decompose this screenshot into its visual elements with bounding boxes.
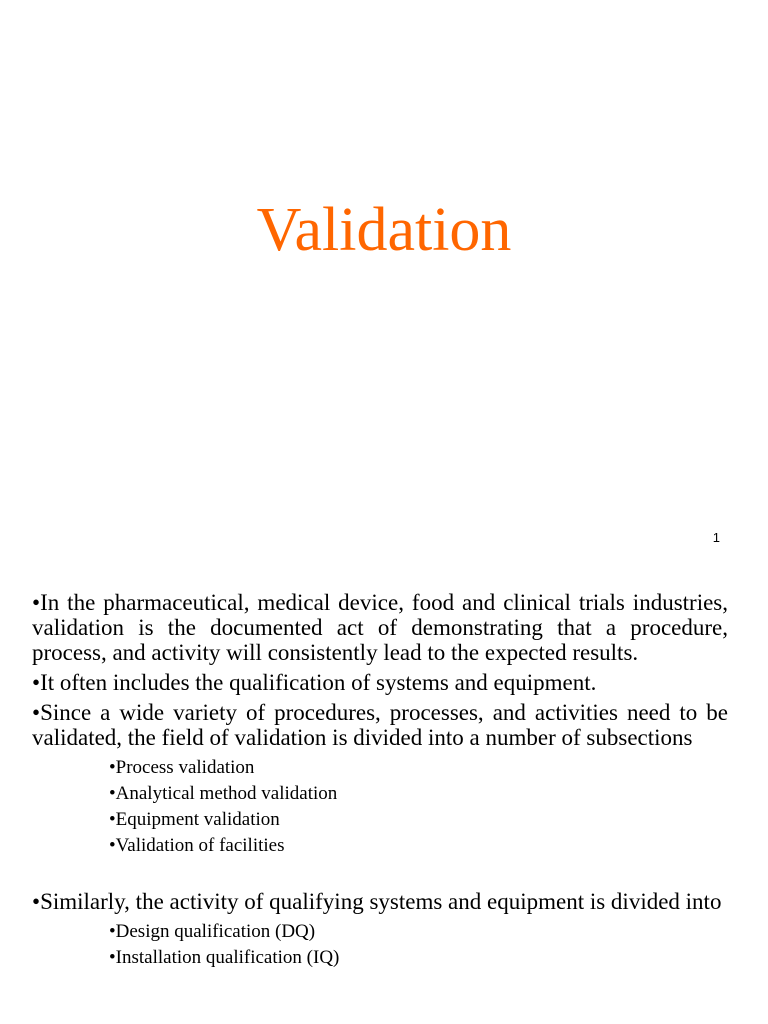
bullet-paragraph <box>32 889 728 914</box>
bullet-glyph: • <box>109 783 116 804</box>
slide-body <box>32 590 728 971</box>
qualification-subsection-list <box>109 919 728 971</box>
slide-title: Validation <box>256 196 512 264</box>
bullet-glyph: • <box>109 921 116 942</box>
list-item-text: Design qualification (DQ) <box>115 921 316 942</box>
list-item-text: Validation of facilities <box>115 835 285 856</box>
bullet-glyph: • <box>109 947 116 968</box>
bullet-glyph: • <box>32 590 41 615</box>
list-item <box>109 919 728 945</box>
paragraph-text: It often includes the qualification of systems and equipment. <box>40 670 597 695</box>
paragraph-text: In the pharmaceutical, medical device, food and clinical trials industries, validation is the documented act of demonstrating that a procedure, process, and activity will consistently lead to the expected results. <box>32 590 728 665</box>
bullet-glyph: • <box>109 809 116 830</box>
bullet-glyph: • <box>32 700 41 725</box>
paragraph-text: Similarly, the activity of qualifying systems and equipment is divided into <box>40 889 722 914</box>
list-item <box>109 755 728 781</box>
list-item <box>109 781 728 807</box>
paragraph-text: Since a wide variety of procedures, processes, and activities need to be validated, the field of validation is divided into a number of subsections <box>32 700 728 750</box>
bullet-paragraph <box>32 590 728 665</box>
bullet-paragraph <box>32 670 728 695</box>
list-item <box>109 807 728 833</box>
bullet-glyph: • <box>32 670 41 695</box>
bullet-glyph: • <box>32 889 41 914</box>
list-item-text: Installation qualification (IQ) <box>115 947 340 968</box>
validation-subsection-list <box>109 755 728 859</box>
bullet-paragraph <box>32 700 728 750</box>
content-slide <box>0 562 768 1024</box>
bullet-glyph: • <box>109 835 116 856</box>
bullet-glyph: • <box>109 757 116 778</box>
list-item-text: Analytical method validation <box>115 783 338 804</box>
list-item-text: Equipment validation <box>115 809 280 830</box>
list-item <box>109 945 728 971</box>
page-number: 1 <box>712 530 720 545</box>
list-item <box>109 833 728 859</box>
list-item-text: Process validation <box>115 757 255 778</box>
